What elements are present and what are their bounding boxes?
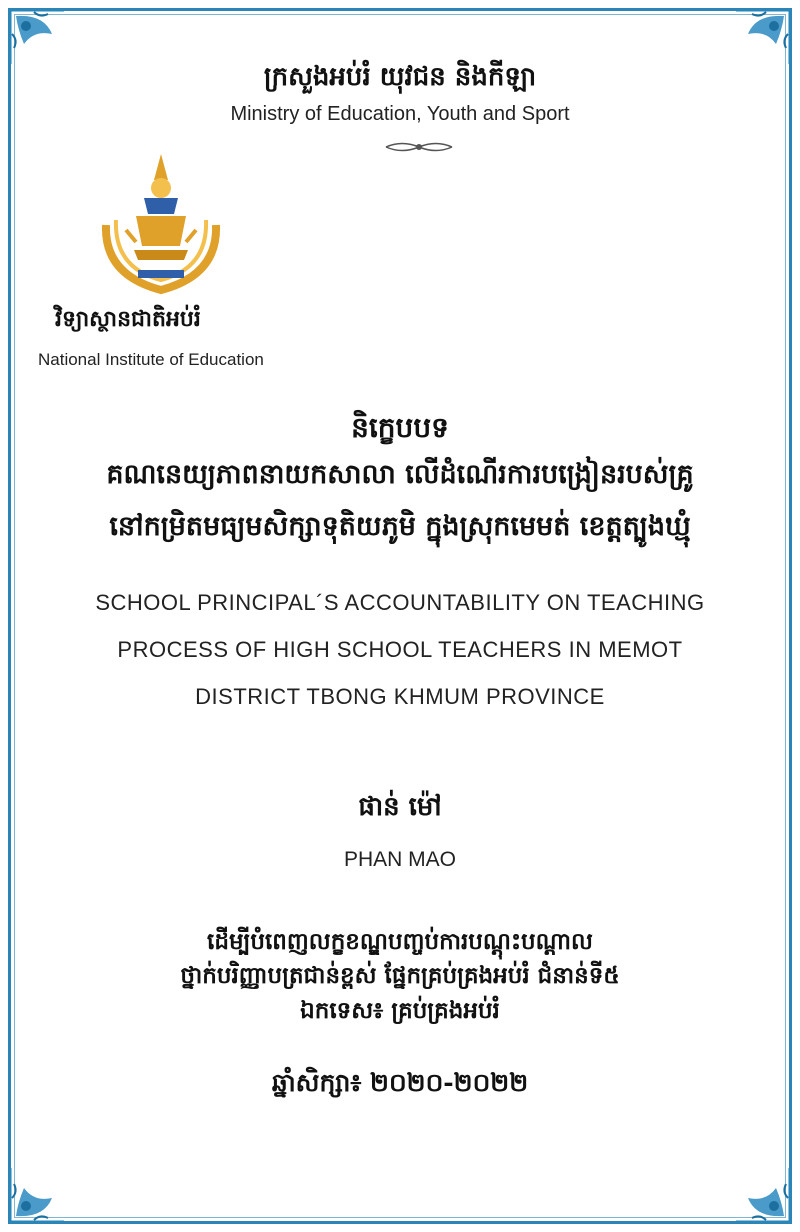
- purpose-statement-line-2: ថ្នាក់បរិញ្ញាបត្រជាន់ខ្ពស់ ផ្នែកគ្រប់គ្រងអប់រំ ជំនាន់ទី៥: [180, 962, 620, 989]
- corner-ornament-icon: [704, 1136, 796, 1228]
- ministry-name-khmer: ក្រសួងអប់រំ យុវជន និងកីឡា: [263, 62, 537, 92]
- purpose-statement-line-3: ឯកទេស៖ គ្រប់គ្រងអប់រំ: [300, 997, 500, 1024]
- thesis-title-khmer-line-1: គណនេយ្យភាពនាយកសាលា លើដំណើរការបង្រៀនរបស់គ្រូ: [106, 459, 694, 490]
- thesis-title-english-line-2: PROCESS OF HIGH SCHOOL TEACHERS IN MEMOT: [117, 637, 683, 662]
- thesis-title-english-line-3: DISTRICT TBONG KHMUM PROVINCE: [195, 684, 605, 709]
- institution-name-khmer: វិទ្យាស្ថានជាតិអប់រំ: [55, 306, 201, 332]
- institution-name-english: National Institute of Education: [38, 350, 264, 369]
- institution-emblem-icon: [86, 150, 236, 300]
- ministry-name-english: Ministry of Education, Youth and Sport: [230, 103, 570, 125]
- thesis-title-khmer-line-2: នៅកម្រិតមធ្យមសិក្សាទុតិយភូមិ ក្នុងស្រុកមេមត់ ខេត្តត្បូងឃ្មុំ: [109, 511, 691, 542]
- corner-ornament-icon: [4, 1136, 96, 1228]
- divider-ornament-icon: [384, 138, 454, 156]
- author-name-khmer: ផាន់ ម៉ៅ: [358, 792, 442, 822]
- author-name-english: PHAN MAO: [343, 848, 456, 871]
- thesis-label: និក្ខេបបទ: [351, 411, 449, 444]
- academic-year: ឆ្នាំសិក្សា៖ ២០២០-២០២២: [271, 1068, 529, 1097]
- thesis-title-english-line-1: SCHOOL PRINCIPAL´S ACCOUNTABILITY ON TEACHING: [95, 590, 705, 615]
- purpose-statement-line-1: ដើម្បីបំពេញលក្ខខណ្ឌបញ្ចប់ការបណ្តុះបណ្តាល: [207, 928, 593, 955]
